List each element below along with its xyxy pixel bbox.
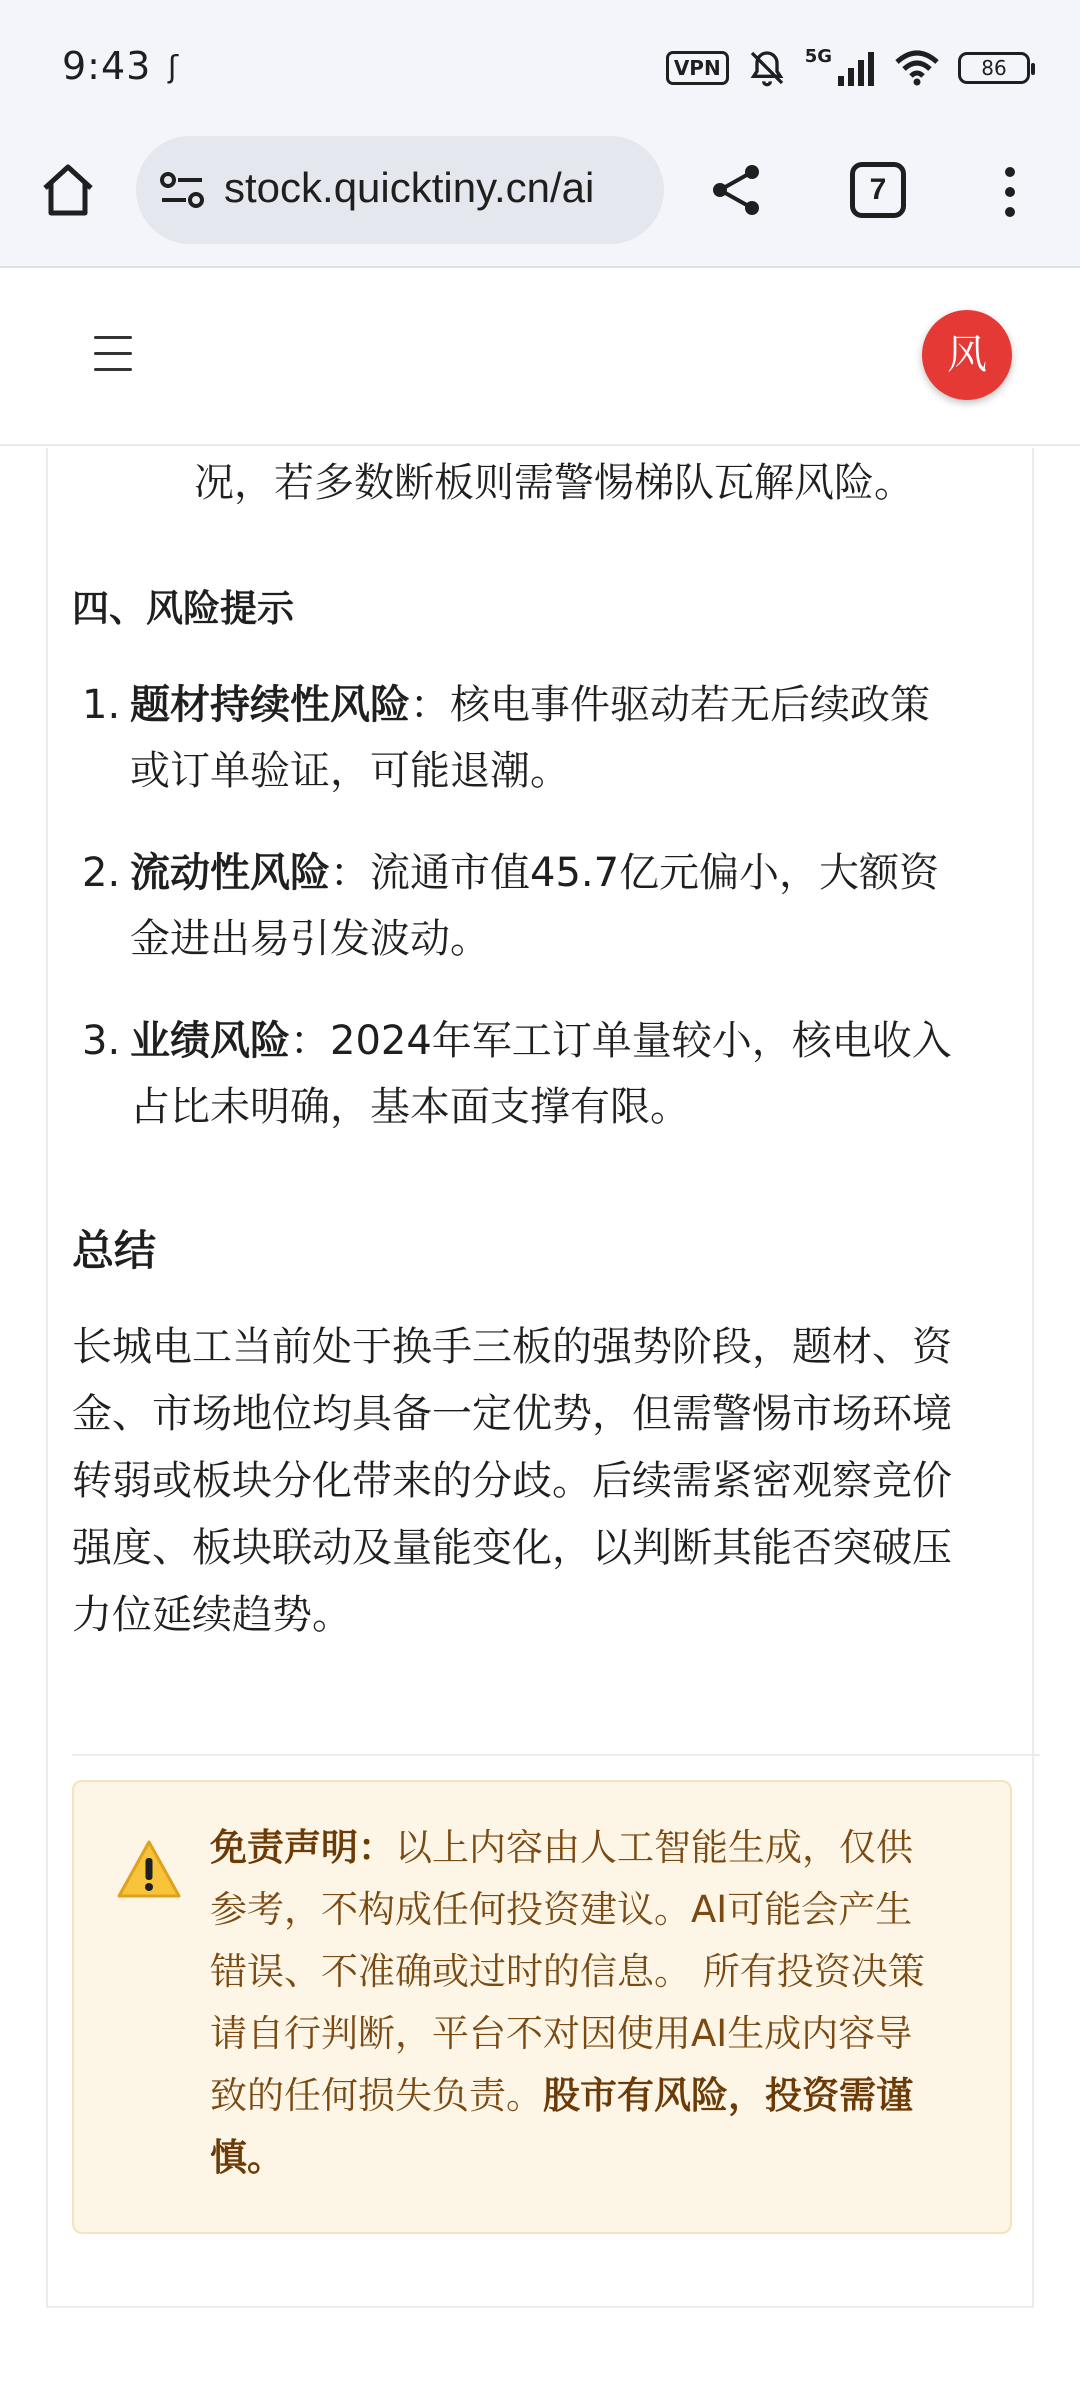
list-number: 2. xyxy=(82,850,121,896)
network-type: 5G xyxy=(804,45,832,67)
risk-warning: 慎。 xyxy=(210,2136,284,2179)
disclaimer-line xyxy=(210,1824,913,1872)
home-icon xyxy=(39,162,97,218)
summary-line: 力位延续趋势。 xyxy=(72,1592,352,1638)
disclaimer-line: 请自行判断，平台不对因使用AI生成内容导 xyxy=(210,2012,913,2055)
disclaimer-line xyxy=(210,2072,913,2120)
status-bar xyxy=(0,0,1080,136)
notification-icon: ʃ xyxy=(168,50,179,85)
risk-name: 题材持续性风险 xyxy=(130,682,410,728)
risk-text-cont: 占比未明确，基本面支撑有限。 xyxy=(130,1084,690,1130)
disclaimer-box xyxy=(72,1780,1012,2234)
status-time: 9:43 xyxy=(62,44,152,88)
risk-text-cont: 或订单验证，可能退潮。 xyxy=(130,748,570,794)
warning-icon xyxy=(116,1838,182,1900)
summary-line: 强度、板块联动及量能变化，以判断其能否突破压 xyxy=(72,1525,952,1571)
disclaimer-text: 以上内容由人工智能生成，仅供 xyxy=(395,1826,913,1869)
hamburger-menu-icon[interactable] xyxy=(94,336,132,372)
risk-text: ：流通市值45.7亿元偏小，大额资 xyxy=(330,850,940,896)
status-icons xyxy=(666,44,1030,92)
risk-text: ：核电事件驱动若无后续政策 xyxy=(410,682,930,728)
signal-icon xyxy=(836,50,876,86)
address-bar[interactable] xyxy=(136,136,664,244)
more-options-icon[interactable] xyxy=(990,162,1030,222)
risk-text-cont: 金进出易引发波动。 xyxy=(130,916,490,962)
disclaimer-text: 致的任何损失负责。 xyxy=(210,2074,543,2117)
tab-switcher-button[interactable]: 7 xyxy=(850,162,906,218)
site-settings-icon[interactable] xyxy=(158,166,206,214)
list-item xyxy=(130,680,930,730)
summary-line: 金、市场地位均具备一定优势，但需警惕市场环境 xyxy=(72,1391,952,1437)
list-number: 3. xyxy=(82,1018,121,1064)
disclaimer-label: 免责声明： xyxy=(210,1826,395,1869)
avatar[interactable]: 风 xyxy=(922,310,1012,400)
risk-name: 流动性风险 xyxy=(130,850,330,896)
risk-name: 业绩风险 xyxy=(130,1018,290,1064)
home-button[interactable] xyxy=(36,158,100,222)
bell-muted-icon xyxy=(747,48,787,88)
analysis-card xyxy=(46,448,1034,2308)
disclaimer-line: 参考，不构成任何投资建议。AI可能会产生 xyxy=(210,1888,913,1931)
risk-section-title: 四、风险提示 xyxy=(72,587,294,630)
risk-warning: 股市有风险，投资需谨 xyxy=(543,2074,913,2117)
list-number: 1. xyxy=(82,682,121,728)
browser-toolbar xyxy=(0,136,1080,268)
list-item xyxy=(130,848,939,898)
continued-paragraph: 况，若多数断板则需警惕梯队瓦解风险。 xyxy=(194,460,914,506)
disclaimer-line: 错误、不准确或过时的信息。 所有投资决策 xyxy=(210,1950,925,1993)
wifi-icon xyxy=(894,50,940,86)
risk-text: ：2024年军工订单量较小，核电收入 xyxy=(290,1018,952,1064)
site-header xyxy=(0,270,1080,446)
disclaimer-line xyxy=(210,2134,284,2182)
share-icon[interactable] xyxy=(706,160,766,220)
summary-line: 转弱或板块分化带来的分歧。后续需紧密观察竞价 xyxy=(72,1458,952,1504)
divider xyxy=(72,1754,1040,1756)
url-text[interactable]: stock.quicktiny.cn/ai xyxy=(224,164,595,211)
list-item xyxy=(130,1016,952,1066)
battery-icon: 86 xyxy=(958,52,1030,84)
vpn-icon: VPN xyxy=(666,51,729,85)
summary-title: 总结 xyxy=(72,1226,157,1275)
summary-line: 长城电工当前处于换手三板的强势阶段，题材、资 xyxy=(72,1324,952,1370)
